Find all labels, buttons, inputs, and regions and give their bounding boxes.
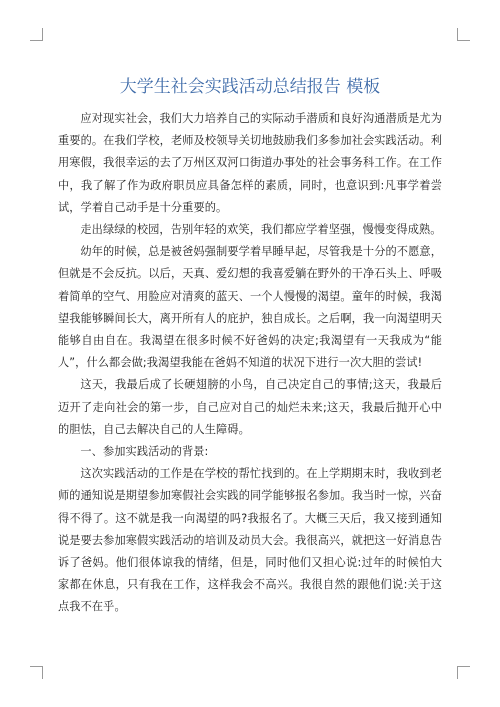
paragraph: 应对现实社会，我们大力培养自己的实际动手潜质和良好沟通潜质是尤为重要的。在我们学校，老师及校领导关切地鼓励我们多参加社会实践活动。利用寒假，我很幸运的去了万州区双河口街道办事处的社会事务科工作。在工作中，我了解了作为政府职员应具备怎样的素质，同时，也意识到:凡事学着尝试，学着自己动手是十分重要的。 — [58, 112, 442, 214]
paragraph: 走出绿绿的校园，告别年轻的欢笑，我们都应学着坚强，慢慢变得成熟。 — [80, 223, 442, 237]
section-heading: 一、参加实践活动的背景: — [80, 445, 209, 459]
paragraph: 这次实践活动的工作是在学校的帮忙找到的。在上学期期末时，我收到老师的通知说是期望参加寒假社会实践的同学能够报名参加。我当时一惊，兴奋得不得了。这不就是我一向渴望的吗?我报名了。大概三天后，我又接到通知说是要去参加寒假实践活动的培训及动员大会。我很高兴，就把这一好消息告诉了爸妈。他们很体谅我的情绪，但是，同时他们又担心说:过年的时候怕大家都在休息，只有我在工作，这样我会不高兴。我很自然的跟他们说:关于这点我不在乎。 — [58, 467, 442, 614]
crop-mark-top-right — [457, 28, 470, 41]
document-body — [58, 108, 442, 619]
paragraph: 幼年的时候，总是被爸妈强制要学着早睡早起，尽管我是十分的不愿意，但就是不会反抗。以后，天真、爱幻想的我喜爱躺在野外的干净石头上、呼吸着简单的空气、用脸应对清爽的蓝天、一个人慢慢的渴望。童年的时候，我渴望我能够瞬间长大，离开所有人的庇护，独自成长。之后啊，我一向渴望明天能够自由自在。我渴望在很多时候不好爸妈的决定;我渴望有一天我成为“能人”，什么都会做;我渴望我能在爸妈不知道的状况下进行一次大胆的尝试! — [58, 245, 442, 370]
page-title: 大学生社会实践活动总结报告 模板 — [119, 77, 381, 98]
crop-mark-top-left — [30, 28, 43, 41]
paragraph: 这天，我最后成了长硬翅膀的小鸟，自己决定自己的事情;这天，我最后迈开了走向社会的第一步，自己应对自己的灿烂未来;这天，我最后抛开心中的胆怯，自己去解决自己的人生障碍。 — [58, 378, 442, 436]
crop-mark-bottom-left — [30, 666, 43, 679]
crop-mark-bottom-right — [457, 666, 470, 679]
